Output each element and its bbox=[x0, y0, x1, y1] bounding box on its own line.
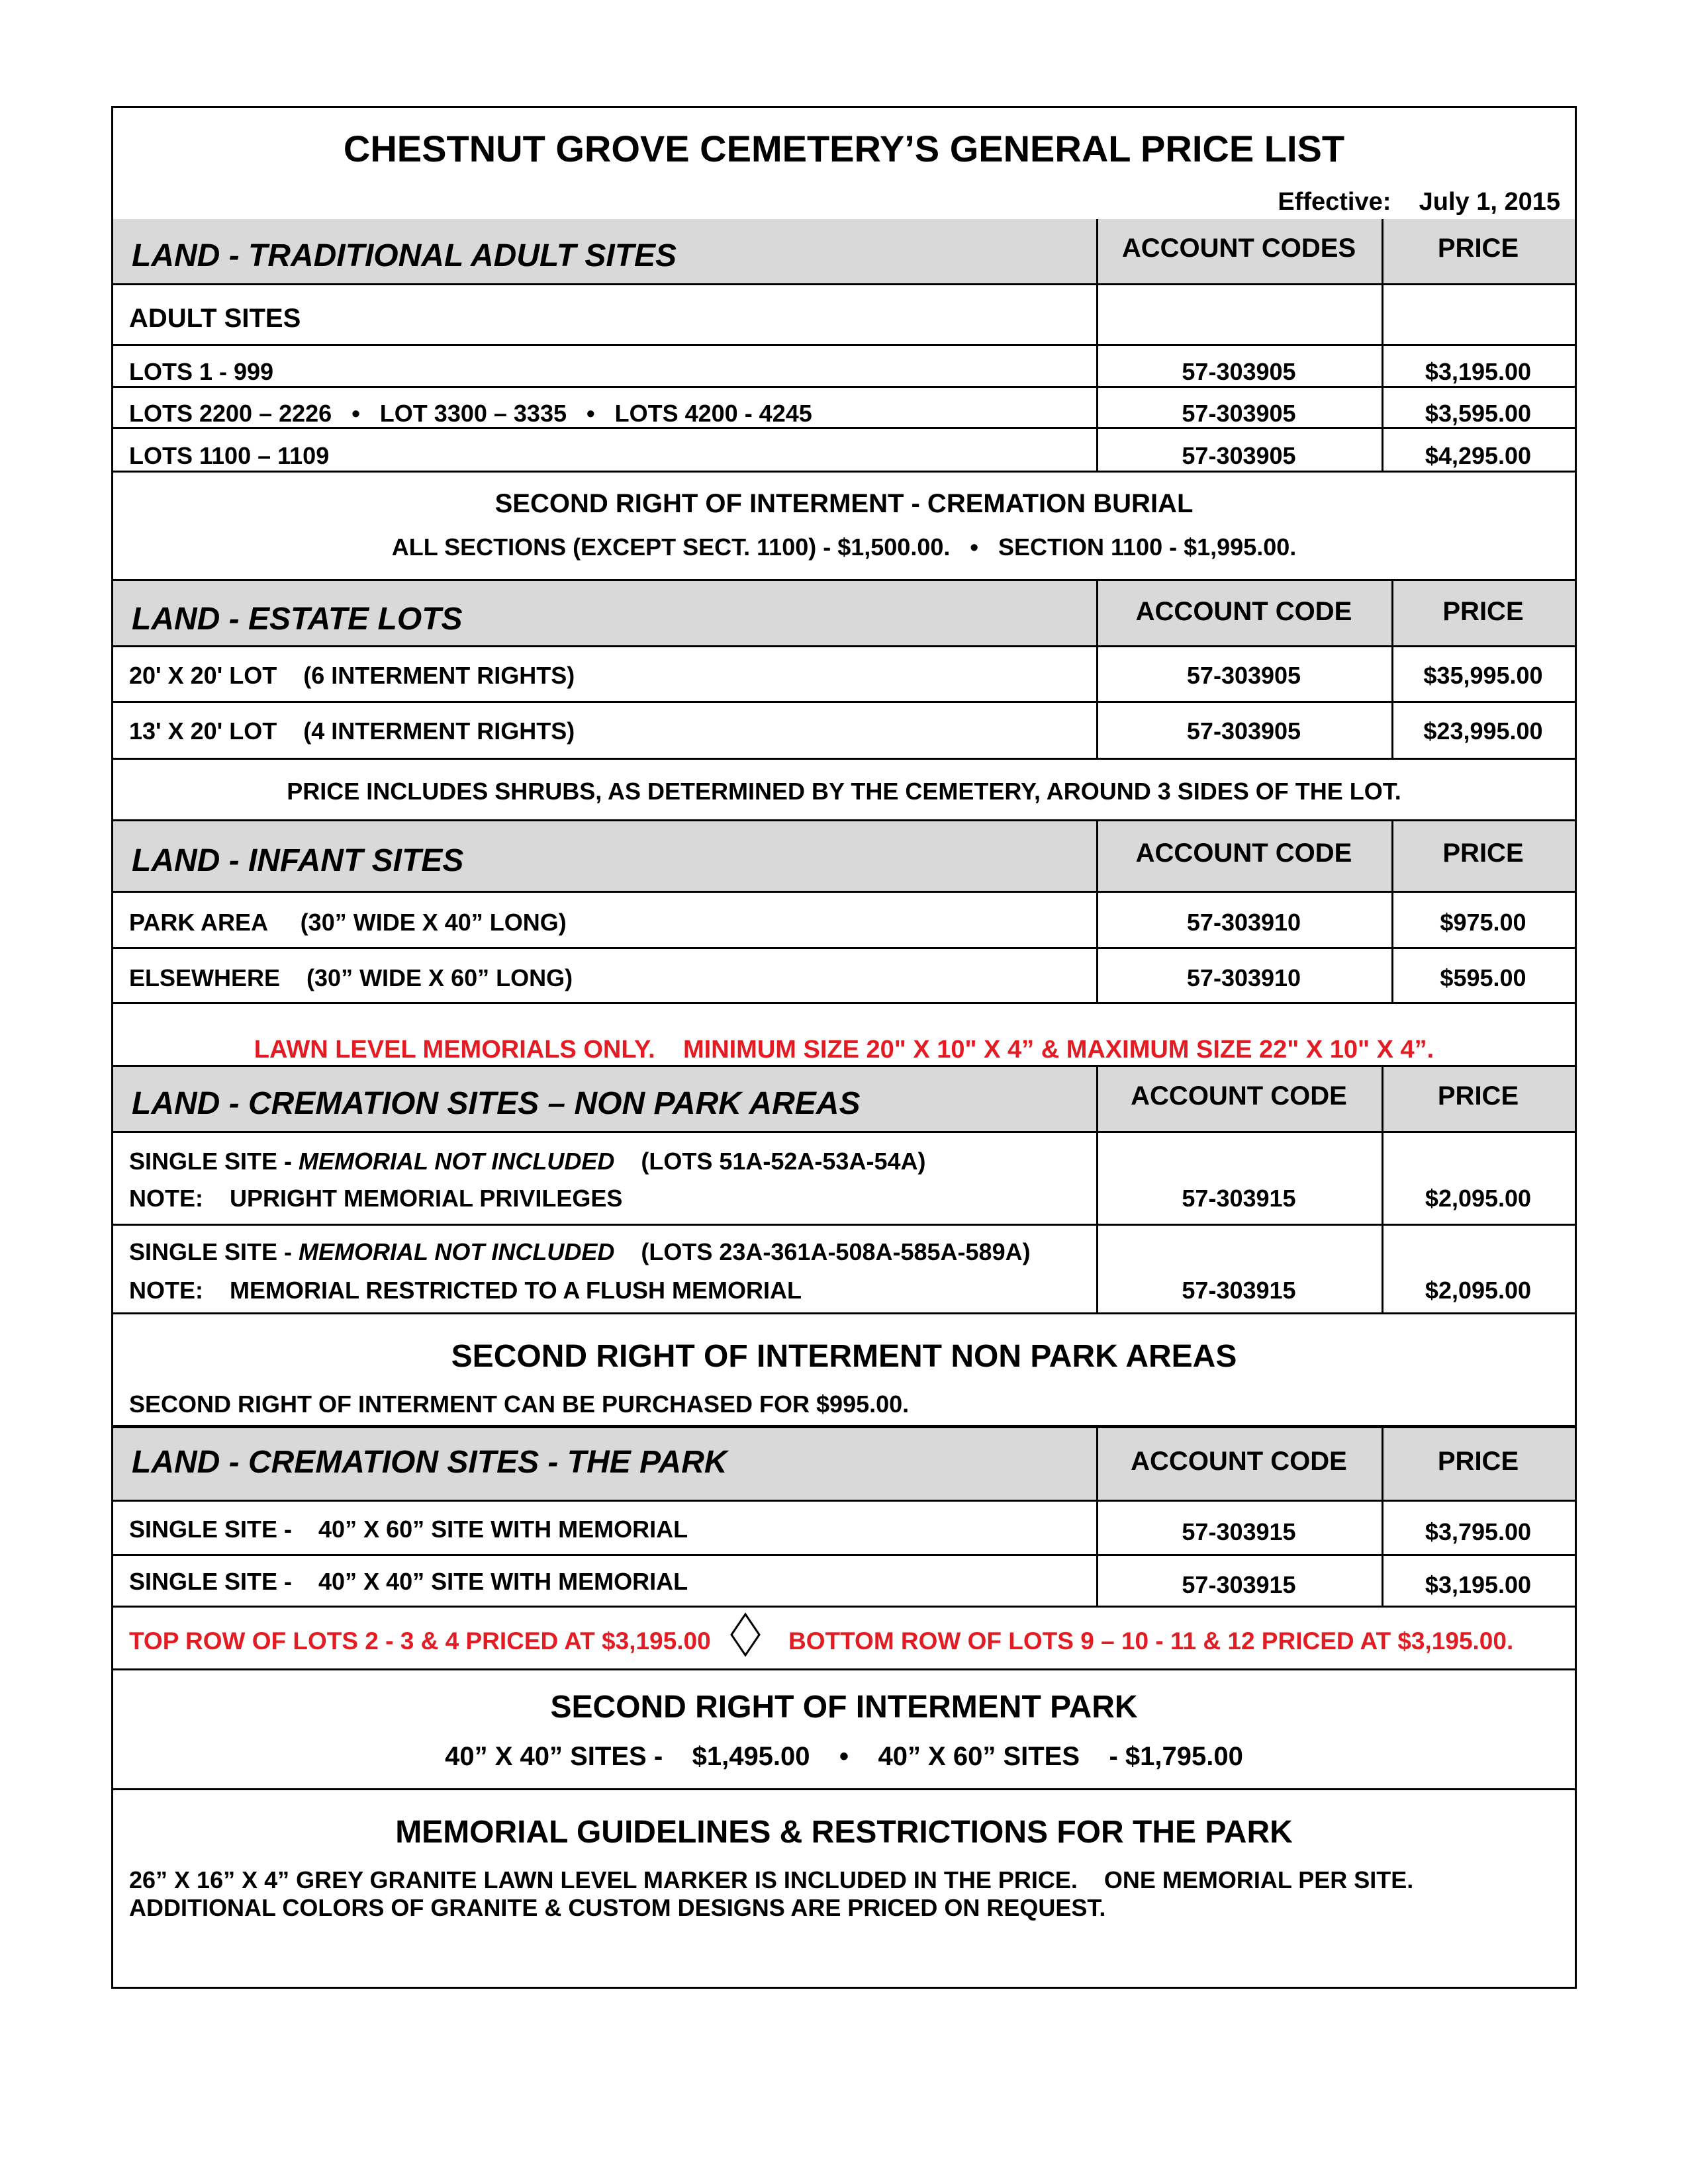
top-row-lots-note: TOP ROW OF LOTS 2 - 3 & 4 PRICED AT $3,195.00 bbox=[129, 1627, 711, 1655]
table-row-price: $4,295.00 bbox=[1425, 442, 1532, 469]
adult-sites-subheading: ADULT SITES bbox=[129, 304, 301, 333]
estate-code-header: ACCOUNT CODE bbox=[1135, 597, 1352, 626]
table-row-price: $975.00 bbox=[1440, 909, 1526, 936]
table-row-desc: SINGLE SITE - 40” X 40” SITE WITH MEMORIAL bbox=[129, 1568, 688, 1595]
infant-header bbox=[113, 821, 1575, 893]
effective-label: Effective: bbox=[1278, 188, 1391, 216]
traditional-header bbox=[113, 219, 1575, 285]
estate-price-header: PRICE bbox=[1442, 597, 1524, 626]
estate-heading: LAND - ESTATE LOTS bbox=[132, 602, 463, 637]
table-row-desc: 20' X 20' LOT (6 INTERMENT RIGHTS) bbox=[129, 662, 575, 689]
bottom-row-lots-note: BOTTOM ROW OF LOTS 9 – 10 - 11 & 12 PRICED AT $3,195.00. bbox=[788, 1627, 1514, 1655]
price-list-sheet bbox=[111, 106, 1577, 1989]
cremation-non-park-header bbox=[113, 1067, 1575, 1133]
infant-heading: LAND - INFANT SITES bbox=[132, 843, 464, 878]
table-row-note: NOTE: MEMORIAL RESTRICTED TO A FLUSH MEMORIAL bbox=[129, 1277, 802, 1304]
table-row-desc: SINGLE SITE - 40” X 60” SITE WITH MEMORIAL bbox=[129, 1516, 688, 1543]
table-row-desc: SINGLE SITE - MEMORIAL NOT INCLUDED (LOTS 23A-361A-508A-585A-589A) bbox=[129, 1238, 1031, 1265]
cremation-burial-note-text: ALL SECTIONS (EXCEPT SECT. 1100) - $1,500.00. • SECTION 1100 - $1,995.00. bbox=[391, 533, 1297, 561]
infant-code-header: ACCOUNT CODE bbox=[1135, 839, 1352, 868]
infant-note bbox=[113, 1004, 1575, 1067]
cremation-non-park-price-header: PRICE bbox=[1437, 1081, 1519, 1111]
second-right-non-park-text: SECOND RIGHT OF INTERMENT CAN BE PURCHASED FOR $995.00. bbox=[129, 1390, 910, 1418]
table-row-price: $23,995.00 bbox=[1423, 717, 1543, 745]
cremation-non-park-code-header: ACCOUNT CODE bbox=[1131, 1081, 1347, 1111]
infant-memorial-note: LAWN LEVEL MEMORIALS ONLY. MINIMUM SIZE 20" X 10" X 4” & MAXIMUM SIZE 22" X 10" X 4”. bbox=[254, 1036, 1434, 1064]
table-row-price: $3,595.00 bbox=[1425, 400, 1532, 427]
cremation-non-park-heading: LAND - CREMATION SITES – NON PARK AREAS bbox=[132, 1086, 861, 1121]
table-row-desc: ELSEWHERE (30” WIDE X 60” LONG) bbox=[129, 964, 573, 991]
estate-header bbox=[113, 581, 1575, 647]
cremation-burial-note-title: SECOND RIGHT OF INTERMENT - CREMATION BURIAL bbox=[494, 489, 1194, 518]
cremation-park-red-note bbox=[113, 1608, 1575, 1670]
page-title: CHESTNUT GROVE CEMETERY’S GENERAL PRICE LIST bbox=[343, 128, 1345, 169]
guidelines-line-1: 26” X 16” X 4” GREY GRANITE LAWN LEVEL MARKER IS INCLUDED IN THE PRICE. ONE MEMORIAL PER SITE. bbox=[129, 1866, 1414, 1893]
table-row-code: 57-303905 bbox=[1182, 358, 1296, 385]
cremation-park-code-header: ACCOUNT CODE bbox=[1131, 1447, 1347, 1476]
second-right-park-title: SECOND RIGHT OF INTERMENT PARK bbox=[550, 1690, 1138, 1725]
cremation-park-heading: LAND - CREMATION SITES - THE PARK bbox=[132, 1445, 727, 1480]
table-row-price: $3,795.00 bbox=[1425, 1518, 1532, 1545]
second-right-park-text: 40” X 40” SITES - $1,495.00 • 40” X 60” SITES - $1,795.00 bbox=[445, 1742, 1243, 1771]
guidelines-line-2: ADDITIONAL COLORS OF GRANITE & CUSTOM DESIGNS ARE PRICED ON REQUEST. bbox=[129, 1894, 1106, 1921]
table-row-desc: PARK AREA (30” WIDE X 40” LONG) bbox=[129, 909, 567, 936]
table-row-code: 57-303910 bbox=[1186, 909, 1301, 936]
table-row-desc: LOTS 2200 – 2226 • LOT 3300 – 3335 • LOTS 4200 - 4245 bbox=[129, 400, 812, 427]
traditional-table bbox=[113, 285, 1575, 581]
cremation-park-table bbox=[113, 1502, 1575, 1608]
table-row-code: 57-303905 bbox=[1186, 717, 1301, 745]
table-row-desc: LOTS 1100 – 1109 bbox=[129, 442, 330, 469]
cremation-non-park-table bbox=[113, 1133, 1575, 1314]
table-row-code: 57-303905 bbox=[1186, 662, 1301, 689]
table-row-price: $2,095.00 bbox=[1425, 1185, 1532, 1212]
table-row-price: $35,995.00 bbox=[1423, 662, 1543, 689]
table-row-code: 57-303915 bbox=[1182, 1185, 1296, 1212]
effective-date: July 1, 2015 bbox=[1419, 188, 1560, 216]
title-block bbox=[113, 108, 1575, 221]
cremation-park-price-header: PRICE bbox=[1437, 1447, 1519, 1476]
table-row-price: $595.00 bbox=[1440, 964, 1526, 991]
traditional-price-header: PRICE bbox=[1437, 234, 1519, 263]
table-row-code: 57-303915 bbox=[1182, 1277, 1296, 1304]
cremation-park-header bbox=[113, 1428, 1575, 1502]
infant-price-header: PRICE bbox=[1442, 839, 1524, 868]
table-row-code: 57-303905 bbox=[1182, 442, 1296, 469]
table-row-price: $3,195.00 bbox=[1425, 1571, 1532, 1598]
table-row-code: 57-303910 bbox=[1186, 964, 1301, 991]
second-right-non-park bbox=[113, 1314, 1575, 1428]
diamond-icon bbox=[729, 1612, 762, 1658]
table-row-code: 57-303905 bbox=[1182, 400, 1296, 427]
estate-table bbox=[113, 647, 1575, 760]
infant-table bbox=[113, 893, 1575, 1004]
traditional-code-header: ACCOUNT CODES bbox=[1121, 234, 1356, 263]
table-row-desc: SINGLE SITE - MEMORIAL NOT INCLUDED (LOTS 51A-52A-53A-54A) bbox=[129, 1148, 926, 1175]
table-row-code: 57-303915 bbox=[1182, 1518, 1296, 1545]
table-row-desc: 13' X 20' LOT (4 INTERMENT RIGHTS) bbox=[129, 717, 575, 745]
table-row-note: NOTE: UPRIGHT MEMORIAL PRIVILEGES bbox=[129, 1185, 623, 1212]
effective-date-line bbox=[1278, 189, 1560, 214]
second-right-park bbox=[113, 1670, 1575, 1790]
estate-note bbox=[113, 760, 1575, 821]
memorial-guidelines bbox=[113, 1790, 1575, 1989]
traditional-heading: LAND - TRADITIONAL ADULT SITES bbox=[132, 238, 677, 273]
table-row-desc: LOTS 1 - 999 bbox=[129, 358, 274, 385]
estate-note-text: PRICE INCLUDES SHRUBS, AS DETERMINED BY THE CEMETERY, AROUND 3 SIDES OF THE LOT. bbox=[287, 778, 1401, 805]
guidelines-title: MEMORIAL GUIDELINES & RESTRICTIONS FOR THE PARK bbox=[395, 1815, 1293, 1850]
table-row-price: $3,195.00 bbox=[1425, 358, 1532, 385]
second-right-non-park-title: SECOND RIGHT OF INTERMENT NON PARK AREAS bbox=[451, 1339, 1237, 1374]
table-row-price: $2,095.00 bbox=[1425, 1277, 1532, 1304]
table-row-code: 57-303915 bbox=[1182, 1571, 1296, 1598]
